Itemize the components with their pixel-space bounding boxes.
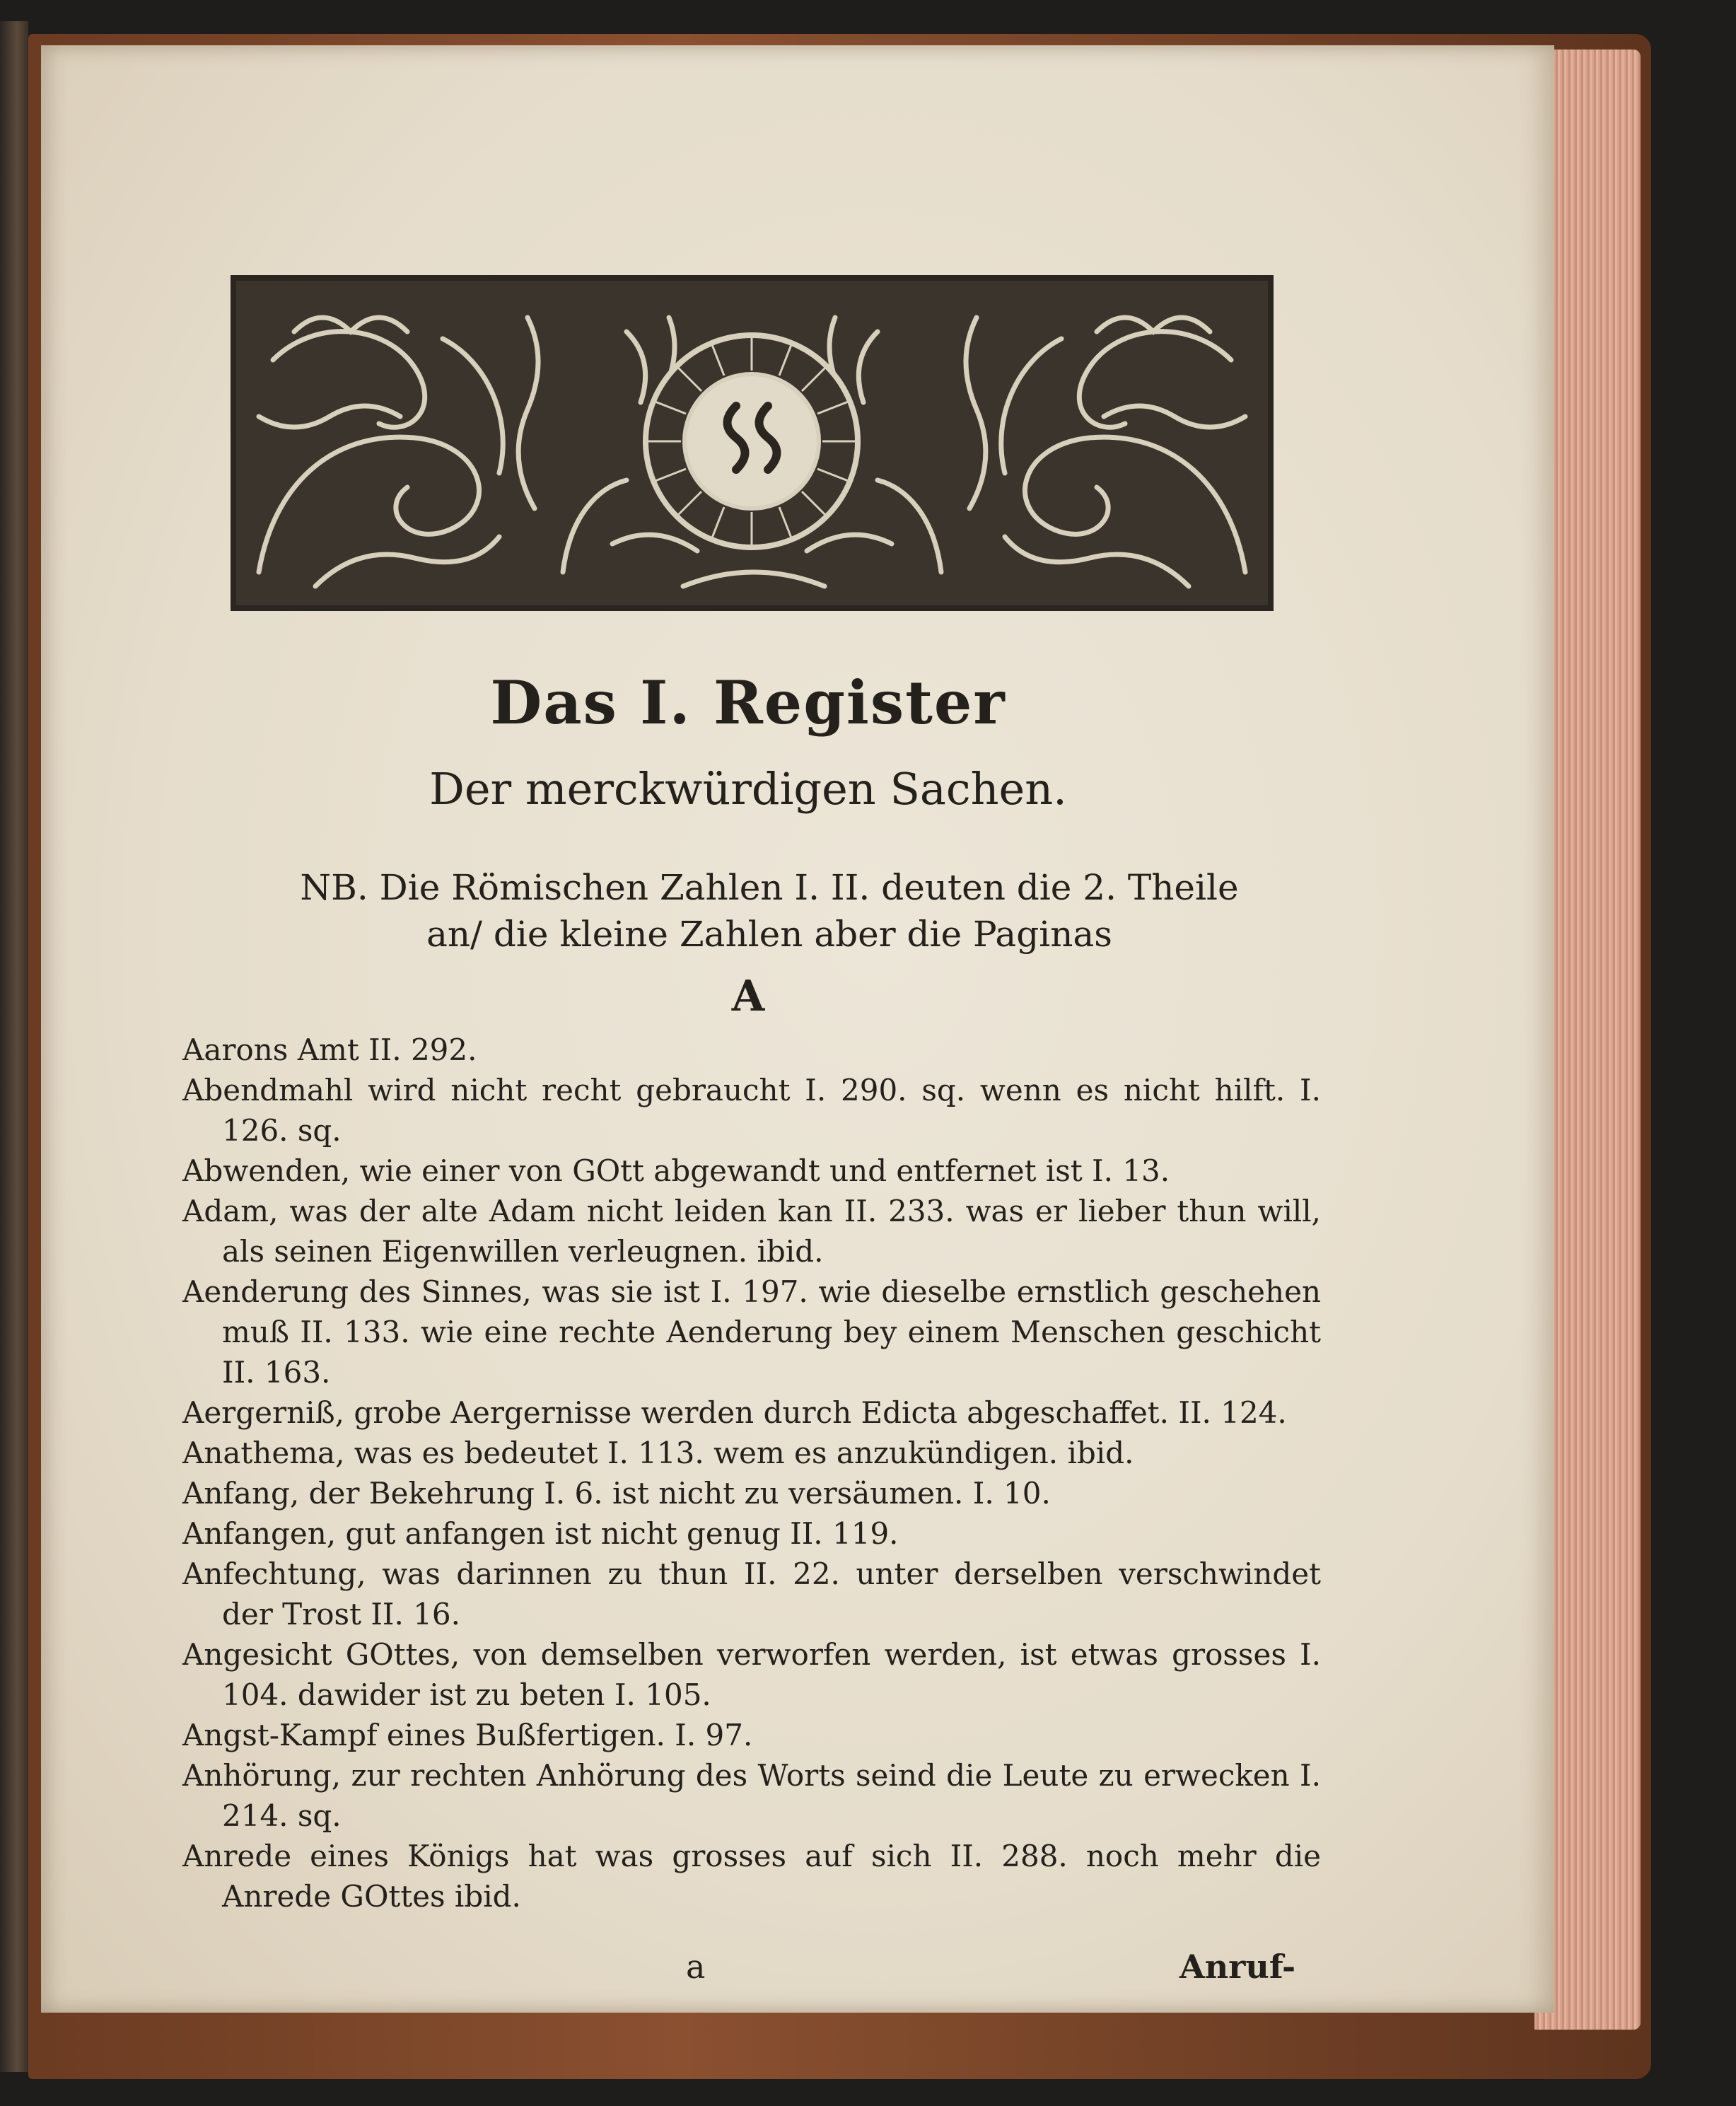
- page-subtitle: Der merckwürdigen Sachen.: [429, 763, 1067, 815]
- note-line-1: NB. Die Römischen Zahlen I. II. deuten die 2. Theile: [300, 867, 1239, 908]
- section-letter: A: [731, 972, 765, 1021]
- register-entry: Angesicht GOttes, von demselben verworfen werden, ist etwas grosses I. 104. dawider ist zu beten I. 105.: [182, 1637, 1321, 1712]
- register-entry: Anhörung, zur rechten Anhörung des Worts seind die Leute zu erwecken I. 214. sq.: [182, 1758, 1321, 1833]
- page-title: Das I. Register: [490, 668, 1006, 738]
- register-entry: Anfangen, gut anfangen ist nicht genug II. 119.: [182, 1516, 899, 1551]
- previous-page-edge: [0, 21, 28, 2072]
- catchword: Anruf-: [1179, 1948, 1296, 1986]
- register-entry: Abwenden, wie einer von GOtt abgewandt und entfernet ist I. 13.: [182, 1153, 1170, 1188]
- register-entry: Anfang, der Bekehrung I. 6. ist nicht zu versäumen. I. 10.: [182, 1476, 1051, 1511]
- explanatory-note: [225, 864, 1314, 958]
- book-page: [41, 45, 1554, 2013]
- woodcut-headpiece-icon: [231, 275, 1274, 611]
- register-entry: Aergerniß, grobe Aergernisse werden durch Edicta abgeschaffet. II. 124.: [182, 1395, 1287, 1430]
- register-entry: Aarons Amt II. 292.: [182, 1032, 477, 1067]
- register-entry: Adam, was der alte Adam nicht leiden kan II. 233. was er lieber thun will, als seinen Eigenwillen verleugnen. ibid.: [182, 1194, 1321, 1269]
- register-entry: Aenderung des Sinnes, was sie ist I. 197. wie dieselbe ernstlich geschehen muß II. 133. wie eine rechte Aenderung bey einem Menschen geschicht II. 163.: [182, 1274, 1321, 1390]
- register-entries: [182, 1030, 1321, 1916]
- register-entry: Anrede eines Königs hat was grosses auf sich II. 288. noch mehr die Anrede GOttes ibid.: [182, 1839, 1321, 1914]
- register-entry: Anathema, was es bedeutet I. 113. wem es anzukündigen. ibid.: [182, 1436, 1134, 1470]
- register-entry: Anfechtung, was darinnen zu thun II. 22. unter derselben verschwindet der Trost II. 16.: [182, 1557, 1321, 1631]
- register-entry: Abendmahl wird nicht recht gebraucht I. 290. sq. wenn es nicht hilft. I. 126. sq.: [182, 1073, 1321, 1148]
- note-line-2: an/ die kleine Zahlen aber die Paginas: [426, 914, 1112, 955]
- register-entry: Angst-Kampf eines Bußfertigen. I. 97.: [182, 1718, 753, 1752]
- signature-mark: a: [686, 1948, 706, 1986]
